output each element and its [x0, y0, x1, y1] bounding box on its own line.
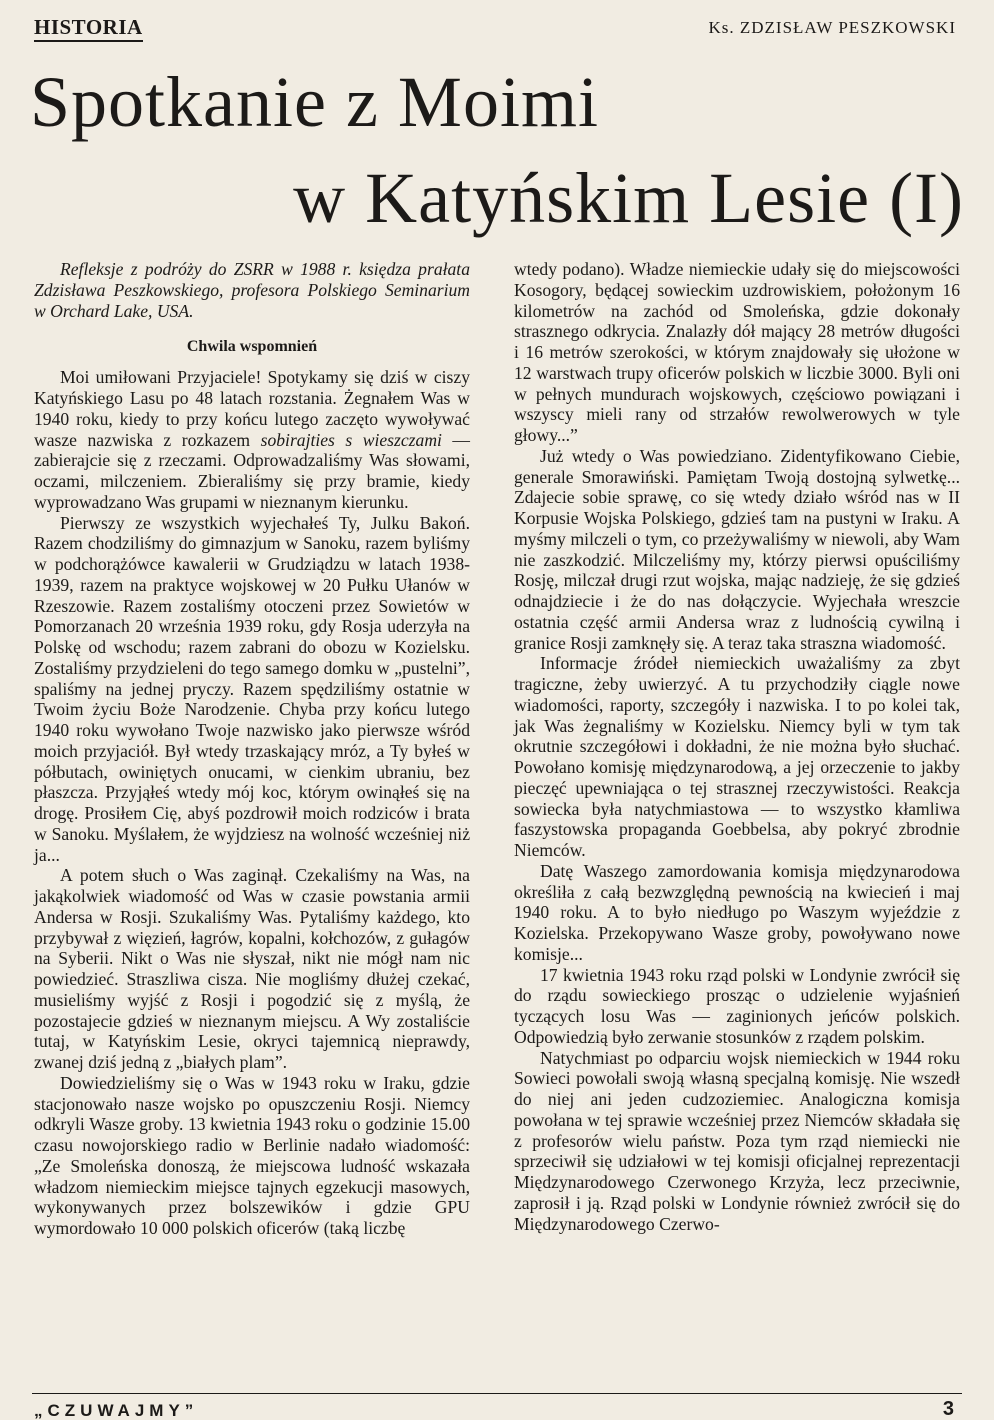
italic-phrase: sobirajties s wieszczami [260, 429, 442, 450]
title-line-2: w Katyńskim Lesie (I) [293, 158, 964, 238]
right-column [514, 259, 960, 1234]
article-title [30, 62, 964, 252]
paragraph: Już wtedy o Was powiedziano. Zidentyfikowano Ciebie, generale Smorawiński. Pamiętam Twoją dostojną sylwetkę... Zdajecie sobie sprawę, co się wtedy działo wśród nas w II Korpusie Wojska Polskiego, gdzieś tam na pustyni w Iraku. A myśmy milczeli o tym, co przeżywaliśmy w niewoli, aby Wam nie zaszkodzić. Milczeliśmy my, którzy pierwsi opuściliśmy Rosję, milczał drugi rzut wojska, mając nadzieję, że się gdzieś odnajdziecie i że do nas dołączycie. Wyjechała wreszcie ostatnia część armii Andersa wraz z ludnością cywilną i granice Rosji zamknęły się. A teraz taka straszna wiadomość. [514, 445, 960, 653]
footer-divider [32, 1393, 962, 1394]
article-lead: Refleksje z podróży do ZSRR w 1988 r. księdza prałata Zdzisława Peszkowskiego, profesora Polskiego Seminarium w Orchard Lake, USA. [34, 259, 470, 321]
paragraph: Informacje źródeł niemieckich uważaliśmy za zbyt tragiczne, żeby uwierzyć. A tu przychodziły ciągle nowe wiadomości, raporty, szczegóły i nazwiska. I to po kolei tak, jak Was żegnaliśmy w Kozielsku. Niemcy byli w tym tak okrutnie szczegółowi i dokładni, że nie można było słuchać. Powołano komisję międzynarodową, a jej orzeczenie to jakby pieczęć upewniająca o tej strasznej rzeczywistości. Reakcja sowiecka była natychmiastowa — to wszystko kłamliwa faszystowska propaganda Goebbelsa, aby pokryć zbrodnie Niemców. [514, 653, 960, 860]
page-header [34, 14, 956, 44]
paragraph-text: — zabierajcie się z rzeczami. Odprowadzaliśmy Was słowami, oczami, milczeniem. Zbieraliśmy się przy bramie, kiedy wyprowadzano Was grupami w nieznanym kierunku. [34, 429, 471, 512]
paragraph: Pierwszy ze wszystkich wyjechałeś Ty, Julku Bakoń. Razem chodziliśmy do gimnazjum w Sanoku, razem byliśmy w podchorążówce kawalerii w Grudziądzu w latach 1938-1939, razem na praktyce wojskowej w 20 Pułku Ułanów w Rzeszowie. Razem zostaliśmy otoczeni przez Sowietów w Pomorzanach 20 września 1939 roku, gdy Rosja uderzyła na Polskę od wschodu; razem zabrani do obozu w Kozielsku. Zostaliśmy przydzieleni do tego samego domku w „pustelni”, spaliśmy na jednej pryczy. Razem spędziliśmy ostatnie w Twoim życiu Boże Narodzenie. Chyba przy końcu lutego 1940 roku wywołano Twoje nazwisko jako pierwsze wśród moich przyjaciół. Był wtedy trzaskający mróz, a Ty byłeś w półbutach, owiniętych onucami, w cienkim ubraniu, bez płaszcza. Przyjąłeś wtedy mój koc, którym owinąłeś się na drogę. Prosiłem Cię, abyś pozdrowił moich rodziców i brata w Sanoku. Myślałem, że wyjdziesz na wolność wcześniej niż ja... [34, 512, 470, 865]
section-label: HISTORIA [34, 14, 143, 42]
paragraph: Datę Waszego zamordowania komisja międzynarodowa określiła z całą bezwzględną pewnością na kwiecień i maj 1940 roku. A to było niedługo po Waszym wyjeździe z Kozielska. Przekopywano Wasze groby, powoływano nowe komisje... [514, 860, 960, 964]
section-subheading: Chwila wspomnień [186, 338, 318, 356]
left-column [34, 259, 470, 1239]
paragraph [34, 367, 470, 512]
paragraph-text: Moi umiłowani Przyjaciele! Spotykamy się dziś w ciszy Katyńskiego Lasu po 48 latach rozstania. Żegnałem Was w 1940 roku, kiedy to przy końcu lutego zaczęto wywoływać wasze nazwiska z rozkazem [34, 367, 470, 450]
paragraph: A potem słuch o Was zaginął. Czekaliśmy na Was, na jakąkolwiek wiadomość od Was w czasie powstania armii Andersa w Rosji. Szukaliśmy Was. Pytaliśmy każdego, kto przybywał z więzień, łagrów, kopalni, kołchozów, z gułagów na Syberii. Nikt o Was nie słyszał, nikt nie mógł nam nic powiedzieć. Straszliwa cisza. Nie mogliśmy dłużej czekać, musieliśmy wyjść z Rosji i pogodzić się z myślą, że pozostajecie gdzieś w nieznanym miejscu. A Wy zostaliście tutaj, w Katyńskim Lesie, okryci tajemnicą nieprawdy, zwanej dziś jedną z „białych plam”. [34, 865, 470, 1072]
paragraph: Dowiedzieliśmy się o Was w 1943 roku w Iraku, gdzie stacjonowało nasze wojsko po opuszczeniu Rosji. Niemcy odkryli Wasze groby. 13 kwietnia 1943 roku o godzinie 15.00 czasu nowojorskiego radio w Berlinie nadało wiadomość: „Ze Smoleńska donoszą, że miejscowa ludność wskazała władzom niemieckim miejsce tajnych egzekucji masowych, wykonywanych przez bolszewików i gdzie GPU wymordowało 10 000 polskich oficerów (taką liczbę [34, 1072, 470, 1238]
magazine-name: „CZUWAJMY” [34, 1401, 199, 1420]
title-line-1: Spotkanie z Moimi [30, 62, 599, 142]
author-name: Ks. ZDZISŁAW PESZKOWSKI [708, 18, 956, 37]
paragraph: Natychmiast po odparciu wojsk niemieckich w 1944 roku Sowieci powołali swoją własną specjalną komisję. Nie wszedł do niej ani jeden cudzoziemiec. Analogiczna komisja powołana w tej sprawie wcześniej przez Niemców składała się z profesorów wielu państw. Poza tym rząd niemiecki nie sprzeciwił się udziałowi w tej komisji oficjalnej reprezentacji Międzynarodowego Czerwonego Krzyża, lecz przeciwnie, zaprosił i ją. Rząd polski w Londynie również zwrócił się do Międzynarodowego Czerwo- [514, 1047, 960, 1234]
page-number: 3 [942, 1398, 954, 1420]
paragraph: wtedy podano). Władze niemieckie udały się do miejscowości Kosogory, będącej sowieckim uzdrowiskiem, położonym 16 kilometrów na zachód od Smoleńska, gdzie dokonały strasznego odkrycia. Znalazły dół mający 28 metrów długości i 16 metrów szerokości, w którym znajdowały się ułożone w 12 warstwach trupy oficerów polskich w liczbie 3000. Byli oni w pełnych mundurach wojskowych, częściowo powiązani i wszyscy mieli rany od strzałów rewolwerowych w tyle głowy...” [514, 259, 960, 445]
paragraph: 17 kwietnia 1943 roku rząd polski w Londynie zwrócił się do rządu sowieckiego prosząc o udzielenie wyjaśnień tyczących losu Was — zaginionych jeńców polskich. Odpowiedzią było zerwanie stosunków z rządem polskim. [514, 964, 960, 1047]
